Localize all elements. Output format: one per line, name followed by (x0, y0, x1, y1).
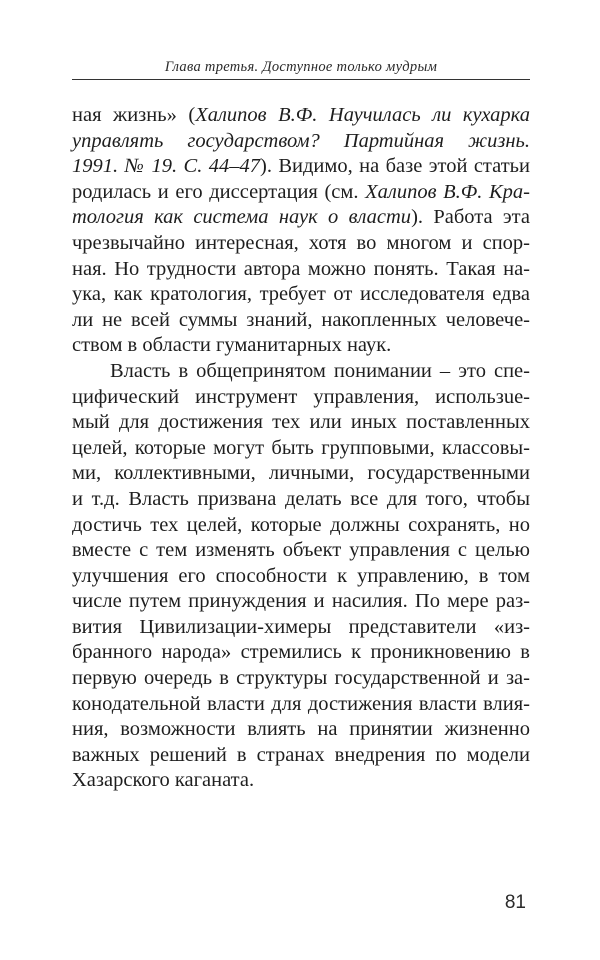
body-line (72, 205, 530, 231)
body-line (72, 717, 530, 743)
body-line (72, 308, 530, 334)
body-text: вместе с тем изменять объект управления с целью (72, 539, 530, 562)
body-line (72, 487, 530, 513)
body-text: улучшения его способности к управлению, в том (72, 564, 530, 587)
body-line (72, 129, 530, 155)
body-line (72, 538, 530, 564)
body-text: Хазарского каганата. (72, 769, 255, 792)
body-line (72, 231, 530, 257)
body-line (72, 768, 530, 794)
body-line (72, 257, 530, 283)
citation-text: управлять государством? Партийная жизнь. (72, 129, 530, 152)
body-text: ука, как кратология, требует от исследователя едва (72, 283, 530, 306)
header-rule (72, 79, 530, 80)
citation-text: тология как система наук о власти (72, 206, 412, 229)
body-text: ния, возможности влиять на принятии жизненно (72, 718, 530, 741)
page-number: 81 (504, 892, 526, 913)
body-text: достичь тех целей, которые должны сохранять, но (72, 513, 530, 536)
body-line (72, 513, 530, 539)
body-text: первую очередь в структуры государственной и за- (72, 667, 530, 690)
body-line (72, 333, 530, 359)
citation-text: Халипов В.Ф. Научилась ли кухарка (195, 104, 530, 126)
body-text: мый для достижения тех или иных поставленных (72, 411, 530, 434)
body-text: Власть в общепринятом понимании – это спе- (110, 359, 530, 382)
body-text: целей, которые могут быть групповыми, классовы- (72, 436, 530, 459)
body-text: бранного народа» стремились к проникновению в (72, 641, 530, 664)
body-text: ли не всей суммы знаний, накопленных человече- (72, 308, 530, 331)
body-text: ми, коллективными, личными, государственными (72, 462, 530, 485)
body-line (72, 666, 530, 692)
body-text: и т.д. Власть призвана делать все для того, чтобы (72, 487, 530, 510)
body-line (72, 282, 530, 308)
body-text: ). Работа эта (411, 206, 530, 229)
body-text: ная. Но трудности автора можно понять. Такая на- (72, 257, 530, 280)
body-line (72, 359, 530, 385)
body-line (72, 180, 530, 206)
body-line (72, 640, 530, 666)
body-line (72, 436, 530, 462)
body-line (72, 589, 530, 615)
body-text: чрезвычайно интересная, хотя во многом и спор- (72, 231, 530, 254)
body-line (72, 615, 530, 641)
body-line (72, 385, 530, 411)
body-text: числе путем принуждения и насилия. По мере раз- (72, 590, 530, 613)
page-body (72, 103, 530, 794)
body-text: ством в области гуманитарных наук. (72, 334, 392, 357)
body-line (72, 103, 530, 129)
body-text: важных решений в странах внедрения по модели (72, 743, 530, 766)
body-text: родилась и его диссертация (см. (72, 180, 366, 203)
citation-text: Халипов В.Ф. Кра- (365, 180, 530, 203)
body-text: ). Видимо, на базе этой статьи (260, 155, 530, 178)
body-text: ная жизнь» ( (72, 104, 196, 126)
body-line (72, 564, 530, 590)
body-text: цифический инструмент управления, использue- (72, 385, 530, 408)
body-line (72, 743, 530, 769)
body-text: конодательной власти для достижения власти влия- (72, 692, 530, 715)
running-head: Глава третья. Доступное только мудрым (164, 59, 438, 75)
body-line (72, 154, 530, 180)
body-text: вития Цивилизации-химеры представители «из- (72, 615, 530, 638)
body-line (72, 692, 530, 718)
citation-text: 1991. № 19. С. 44–47 (72, 155, 260, 178)
body-line (72, 461, 530, 487)
body-line (72, 410, 530, 436)
